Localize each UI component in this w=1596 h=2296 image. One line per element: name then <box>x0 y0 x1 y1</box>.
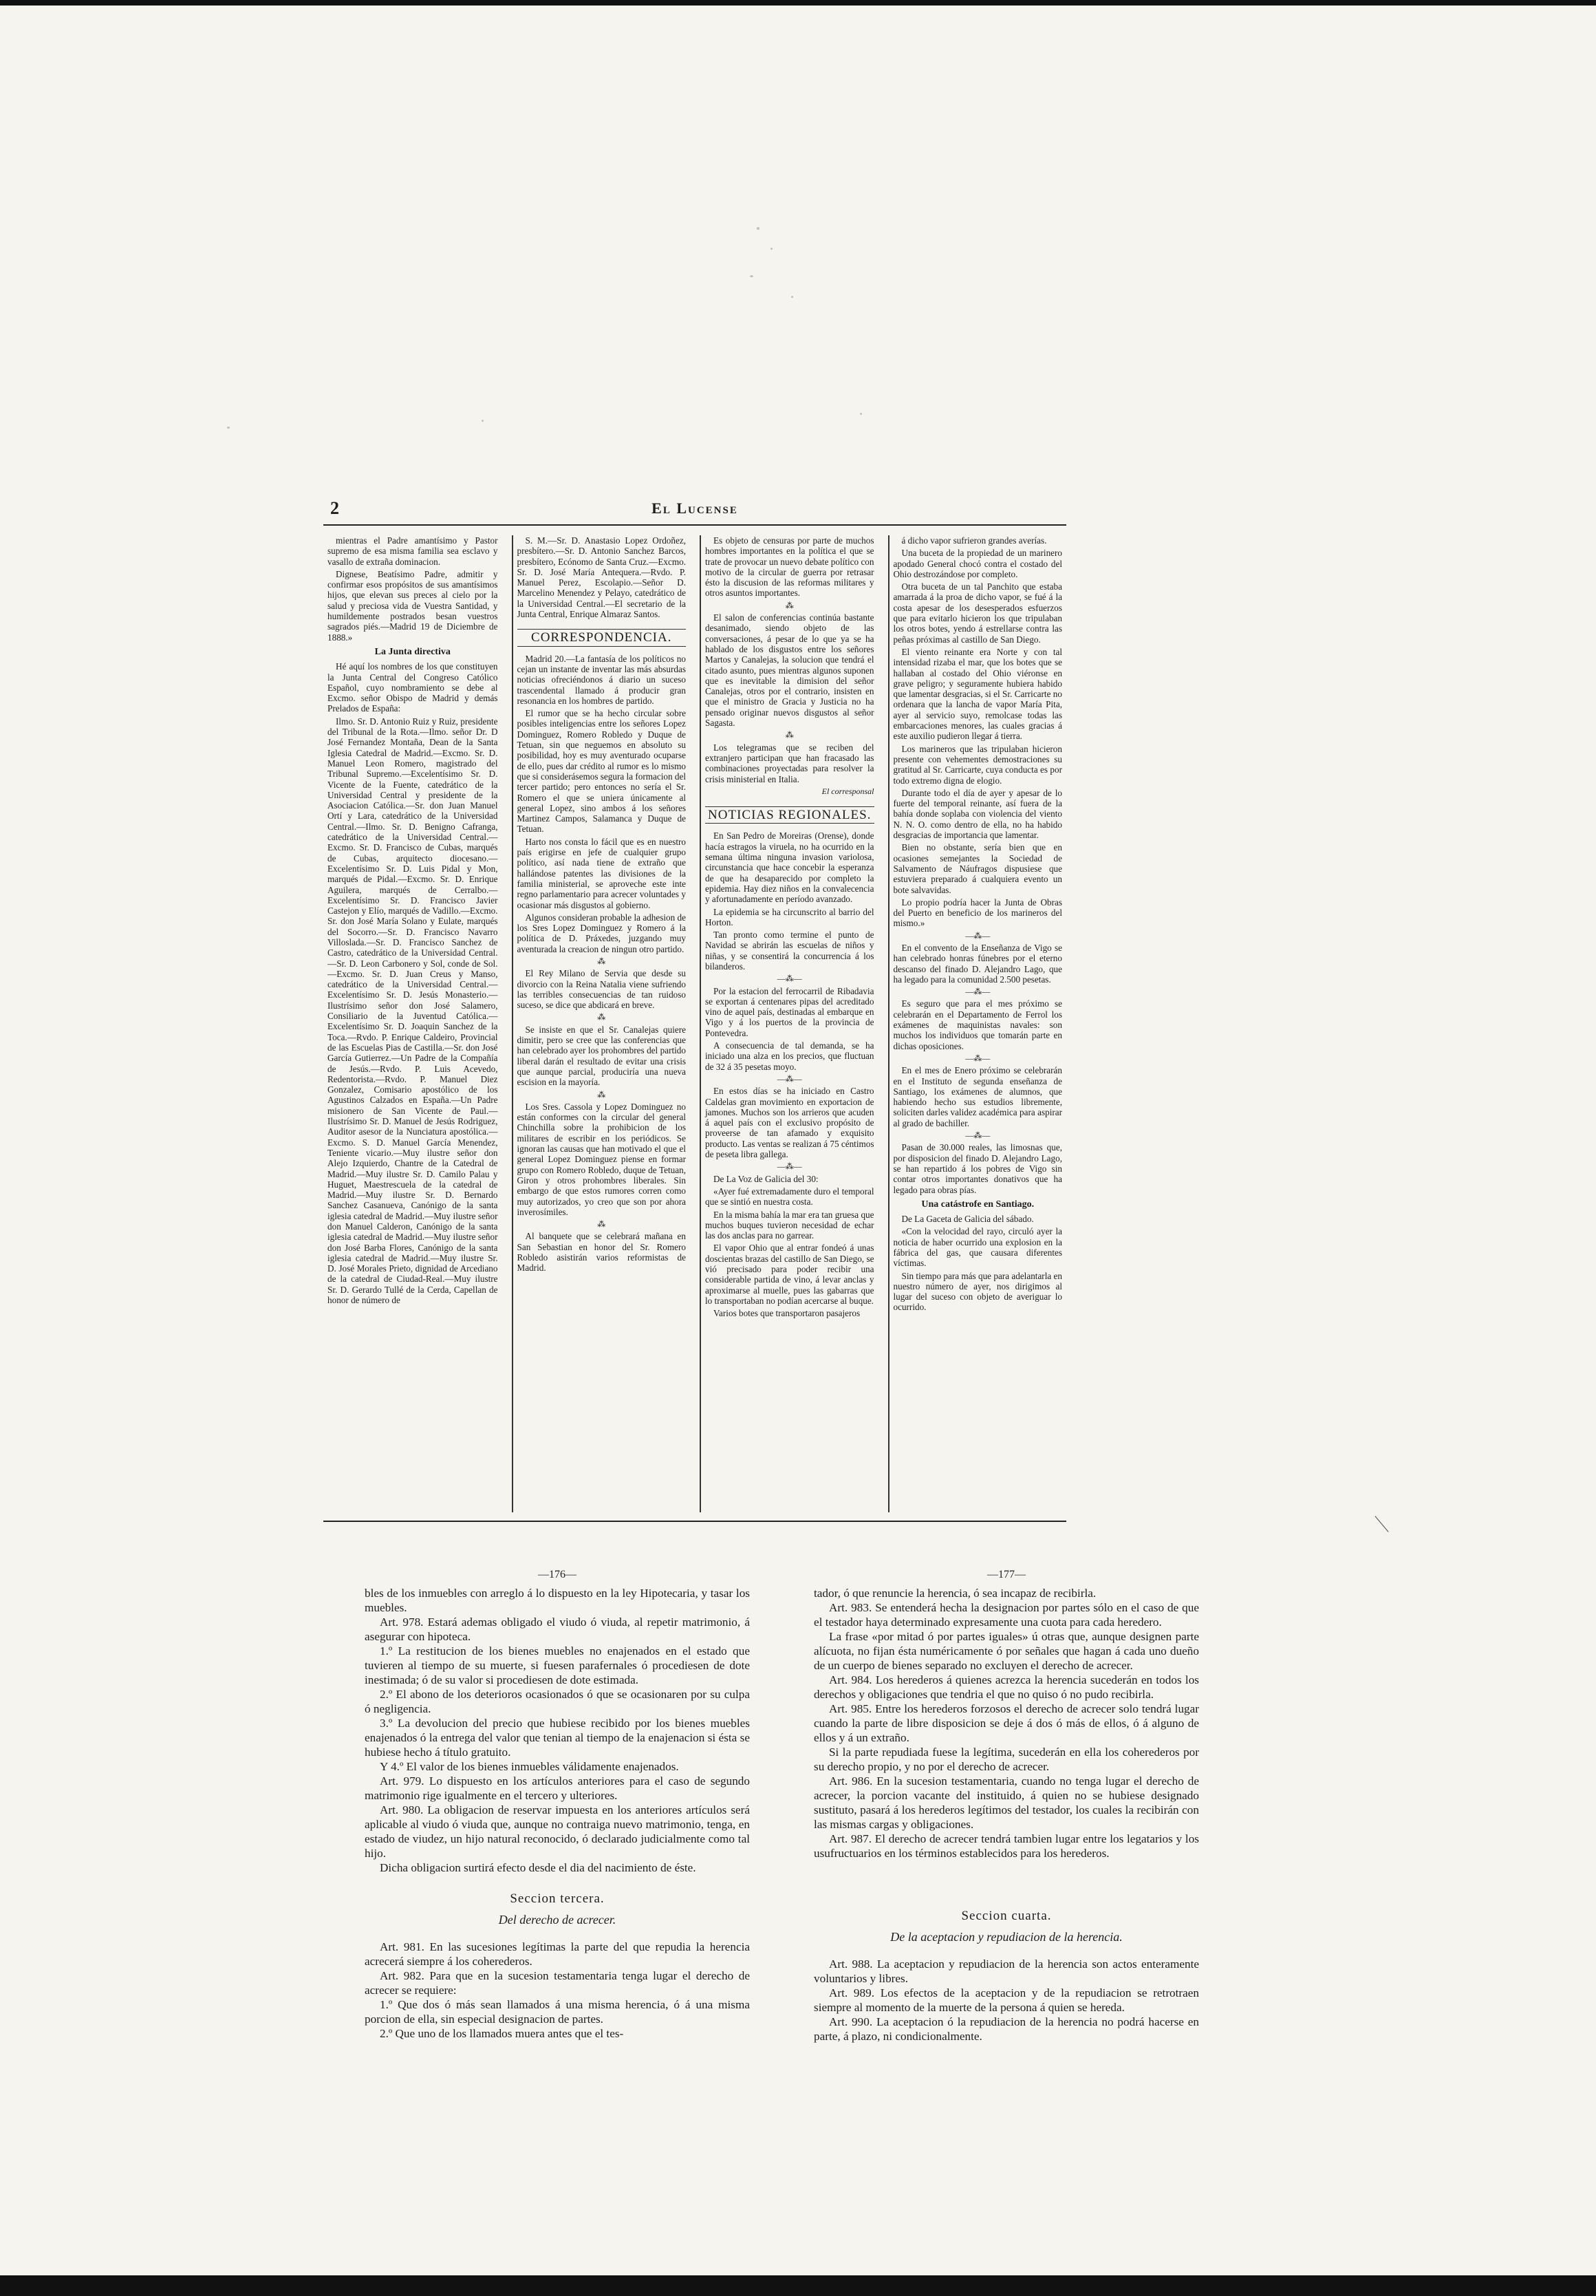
paragraph: Los telegramas que se reciben del extranjero participan que han fracasado las combinaciones proyectadas para resolver la crisis ministerial en Italia. <box>705 742 874 784</box>
section-heading: Una catástrofe en Santiago. <box>921 1199 1035 1210</box>
signature: El corresponsal <box>821 786 874 796</box>
section-title: Seccion cuarta. <box>961 1909 1052 1923</box>
paragraph: Es objeto de censuras por parte de muchos hombres importantes en la política el que se trate de provocar un nuevo debate político con motivo de la circular de guerra por retrasar ésto la discusion de las reformas militares y otros asuntos importantes. <box>705 535 874 599</box>
paragraph: Es seguro que para el mes próximo se celebrarán en el Departamento de Ferrol los exámenes de maquinistas navales: son muchos los individuos que tomarán parte en dichas oposiciones. <box>893 998 1062 1051</box>
article: Art. 985. Entre los herederos forzosos el derecho de acrecer solo tendrá lugar cuando la parte de libre disposicion se deje á dos ó más de ellos, ó á alguno de ellos y á un extraño. <box>814 1702 1199 1744</box>
article: Art. 979. Lo dispuesto en los artículos anteriores para el caso de segundo matrimonio rige igualmente en el tercero y ulteriores. <box>365 1774 750 1802</box>
section-title: Seccion tercera. <box>510 1891 605 1906</box>
paragraph: Pasan de 30.000 reales, las limosnas que, por disposicion del finado D. Alejandro Lago, se han repartido á los pobres de Vigo sin contar otros importantes donativos que ha legado para obras pías. <box>893 1142 1062 1195</box>
paragraph: Tan pronto como termine el punto de Navidad se abrirán las escuelas de niños y niñas, y se consentirá la concurrencia á los bilanderos. <box>705 930 874 972</box>
article-item: 2.º El abono de los deterioros ocasionados ó que se ocasionaren por su culpa ó negligencia. <box>365 1688 750 1715</box>
book-page-number: —176— <box>538 1569 576 1580</box>
separator-asterism: ⁂ <box>597 1219 606 1230</box>
scan-speck <box>757 227 759 230</box>
article: Art. 990. La aceptacion ó la repudiacion de la herencia no podrá hacerse en parte, á plazo, ni condicionalmente. <box>814 2015 1199 2043</box>
paragraph: En el convento de la Enseñanza de Vigo se han celebrado honras fúnebres por el eterno descanso del finado D. Alejandro Lago, que ha legado para la comunidad 2.500 pesetas. <box>893 942 1062 985</box>
paragraph: En estos días se ha iniciado en Castro Caldelas gran movimiento en exportacion de jamones. Muchos son los arrieros que acuden á aquel país con el exclusivo propósito de proveerse de tan afamado y exquisito producto. Las ventas se realizan á 75 céntimos de peseta libra gallega. <box>705 1086 874 1160</box>
paragraph: La frase «por mitad ó por partes iguales» ú otras que, aunque designen parte alícuota, no fijan ésta numéricamente ó por señales que hagan á cada uno dueño de un cuerpo de bienes separado no excluyen el derecho de acrecer. <box>814 1630 1199 1672</box>
newspaper-header <box>323 494 1066 526</box>
separator-asterism: —⁂— <box>965 1053 991 1063</box>
separator-asterism: —⁂— <box>777 1161 802 1172</box>
paragraph: bles de los inmuebles con arreglo á lo dispuesto en la ley Hipotecaria, y tasar los muebles. <box>365 1587 750 1614</box>
article: Art. 982. Para que en la sucesion testamentaria tenga lugar el derecho de acrecer se requiere: <box>365 1969 750 1997</box>
paragraph: Lo propio podría hacer la Junta de Obras del Puerto en beneficio de los marineros del mismo.» <box>893 897 1062 929</box>
section-subtitle: De la aceptacion y repudiacion de la herencia. <box>890 1930 1123 1944</box>
newspaper-page-number: 2 <box>330 498 339 518</box>
separator-asterism: —⁂— <box>965 987 991 997</box>
scan-speck <box>770 248 773 250</box>
paragraph: Harto nos consta lo fácil que es en nuestro país erigirse en jefe de cualquier grupo político, así nada tiene de extraño que hallándose patentes las divisiones de la familia ministerial, se aproveche este inte regno parlamentario para acrecer voluntades y ocasionar más disgustos al gobierno. <box>517 836 686 910</box>
paragraph: Al banquete que se celebrará mañana en San Sebastian en honor del Sr. Romero Robledo asistirán varios reformistas de Madrid. <box>517 1231 686 1274</box>
book-page-right <box>814 1567 1199 2043</box>
section-heading: La Junta directiva <box>374 646 451 657</box>
section-heading: CORRESPONDENCIA. <box>517 629 687 646</box>
article: Art. 978. Estará ademas obligado el viudo ó viuda, al repetir matrimonio, á asegurar con hipoteca. <box>365 1616 750 1643</box>
separator-asterism: ⁂ <box>597 1012 606 1022</box>
paragraph: El vapor Ohio que al entrar fondeó á unas doscientas brazas del castillo de San Diego, se vió precisado para poder recibir una considerable partida de vino, á levar anclas y aproximarse al muelle, pues las gabarras que lo transportaban no podían acercarse al buque. <box>705 1243 874 1306</box>
separator-asterism: ⁂ <box>785 730 794 740</box>
paragraph: Se insiste en que el Sr. Canalejas quiere dimitir, pero se cree que las conferencias que han celebrado ayer los prohombres del partido liberal darán el resultado de evitar una crisis que aunque parcial, produciría una nueva escision en la mayoría. <box>517 1024 686 1088</box>
paragraph: Si la parte repudiada fuese la legítima, sucederán en ella los coherederos por su derecho propio, y no por el derecho de acrecer. <box>814 1746 1199 1773</box>
paragraph: Sin tiempo para más que para adelantarla en nuestro número de ayer, nos dirigimos al lugar del suceso con objeto de averiguar lo ocurrido. <box>893 1270 1062 1313</box>
paragraph: En el mes de Enero próximo se celebrarán en el Instituto de segunda enseñanza de Santiago, los exámenes de alumnos, que habiendo hecho sus estudios libremente, soliciten darles validez académica para aspirar al grado de bachiller. <box>893 1065 1062 1128</box>
paragraph: Los marineros que las tripulaban hicieron presente con vehementes demostraciones su gratitud al Sr. Carricarte, cuya conducta es por todo extremo digna de elogio. <box>893 743 1062 786</box>
paragraph: En San Pedro de Moreiras (Orense), donde hacía estragos la viruela, no ha ocurrido en la semana última ninguna invasion variolosa, circunstancia que hace concebir la esperanza de que ha desaparecido por completo la epidemia. Hay diez niños en la convalecencia y afortunadamente en período avanzado. <box>705 830 874 905</box>
separator-asterism: —⁂— <box>965 1130 991 1141</box>
newspaper-column-1 <box>323 535 502 1512</box>
paragraph: El salon de conferencias continúa bastante desanimado, siendo objeto de las conversaciones, á pesar de lo que ya se ha hablado de los disgustos entre los señores Martos y Canalejas, la solucion que tendrá el citado asunto, pues mientras algunos suponen que es inevitable la dimision del señor Canalejas, otros por el contrario, insisten en que el ministro de Gracia y Justicia no ha pensado originar nuevos disgustos al señor Sagasta. <box>705 612 874 729</box>
article: Art. 983. Se entenderá hecha la designacion por partes sólo en el caso de que el testador haya determinado expresamente una cuota para cada heredero. <box>814 1601 1199 1629</box>
article: Art. 989. Los efectos de la aceptacion y de la repudiacion se retrotraen siempre al momento de la muerte de la persona á quien se hereda. <box>814 1986 1199 2014</box>
paragraph: El rumor que se ha hecho circular sobre posibles inteligencias entre los señores Lopez Dominguez, Romero Robledo y Duque de Tetuan, sin que neguemos en absoluto su posibilidad, hoy es muy aventurado ocuparse de ello, pues dar crédito al rumor es lo mismo que si considerásemos segura la formacion del tercer partido; pero entonces no sería el Sr. Romero el que se uniera únicamente al general Lopez, sino ambos á los señores Martinez Campos, Salamanca y Duque de Tetuan. <box>517 708 686 835</box>
paragraph: A consecuencia de tal demanda, se ha iniciado una alza en los precios, que fluctuan de 32 á 35 pesetas moyo. <box>705 1040 874 1072</box>
article-item: 1.º La restitucion de los bienes muebles no enajenados en el estado que tuvieren al tiempo de su muerte, si fuesen parafernales ó procediesen de dote inestimada; ó de su valor si procediesen de dote estimada. <box>365 1644 750 1686</box>
scan-speck <box>482 420 484 422</box>
paragraph: Varios botes que transportaron pasajeros <box>713 1308 861 1319</box>
separator-asterism: ⁂ <box>785 600 794 610</box>
scan-speck <box>750 275 753 277</box>
paragraph: Por la estacion del ferrocarril de Ribadavia se exportan á centenares pipas del acreditado vino de aquel país, destinadas al embarque en Vigo y á los puertos de la provincia de Pontevedra. <box>705 985 874 1038</box>
paragraph: El Rey Milano de Servia que desde su divorcio con la Reina Natalia viene sufriendo las terribles consecuencias de tan ruidoso suceso, se dice que abdicará en breve. <box>517 968 686 1011</box>
article: Art. 984. Los herederos á quienes acrezca la herencia sucederán en todos los derechos y obligaciones que tendria el que no quiso ó no pudo recibirla. <box>814 1673 1199 1701</box>
newspaper-column-4 <box>888 535 1067 1512</box>
paragraph: S. M.—Sr. D. Anastasio Lopez Ordoñez, presbítero.—Sr. D. Antonio Sanchez Barcos, presbítero, Ecónomo de Santa Cruz.—Excmo. Sr. D. José María Antequera.—Rvdo. P. Manuel Perez, Escolapio.—Señor D. Marcelino Menendez y Pelayo, catedrático de la Universidad Central.—El secretario de la Junta Central, Enrique Almaraz Santos. <box>517 535 686 620</box>
paragraph: El viento reinante era Norte y con tal intensidad rizaba el mar, que los botes que se hallaban al costado del Ohio viéronse en grave peligro; y seguramente hubiera habido que lamentar desgracias, si el Sr. Carricarte no ordenara que la lancha de vapor María Pita, ayer al servicio suyo, remolcase todas las embarcaciones menores, las cuales gracias á este auxilio pudieron llegar á tierra. <box>893 646 1062 742</box>
section-subtitle: Del derecho de acrecer. <box>498 1913 616 1927</box>
article: Art. 981. En las sucesiones legítimas la parte del que repudia la herencia acrecerá siempre á los coherederos. <box>365 1940 750 1968</box>
article-item: 1.º Que dos ó más sean llamados á una misma herencia, ó á una misma porcion de ella, sin especial designacion de partes. <box>365 1998 750 2026</box>
paragraph: Bien no obstante, sería bien que en ocasiones semejantes la Sociedad de Salvamento de Náufragos dispusiese que estuviera preparado á cualquiera evento un bote salvavidas. <box>893 842 1062 895</box>
paragraph: De La Gaceta de Galicia del sábado. <box>901 1214 1034 1225</box>
article: Art. 988. La aceptacion y repudiacion de la herencia son actos enteramente voluntarios y libres. <box>814 1957 1199 1985</box>
article: Art. 987. El derecho de acrecer tendrá tambien lugar entre los legatarios y los usufructuarios en los términos establecidos para los herederos. <box>814 1832 1199 1860</box>
separator-asterism: ⁂ <box>597 956 606 966</box>
newspaper-bottom-rule <box>323 1521 1066 1522</box>
book-page-left <box>365 1567 750 2041</box>
paragraph: Hé aquí los nombres de los que constituyen la Junta Central del Congreso Católico Español, cuyo nombramiento se debe al Excmo. señor Obispo de Madrid y demás Prelados de España: <box>327 661 498 714</box>
paragraph: «Ayer fué extremadamente duro el temporal que se sintió en nuestra costa. <box>705 1185 874 1208</box>
newspaper-masthead: El Lucense <box>651 500 738 517</box>
paragraph: Los Sres. Cassola y Lopez Dominguez no están conformes con la circular del general Chinchilla sobre la prohibicion de los militares de escribir en los periódicos. Se ignoran las causas que han motivado el que el general Lopez Dominguez piense en formar grupo con Romero Robledo, duque de Tetuan, Giron y otros prohombres liberales. Sin embargo de que estos rumores corren como muy autorizados, yo creo que son por ahora inverosímiles. <box>517 1101 686 1217</box>
article: Art. 986. En la sucesion testamentaria, cuando no tenga lugar el derecho de acrecer, la porcion vacante del instituido, á quien no se hubiese designado sustituto, pasará á los herederos legítimos del testador, los cuales la recibirán con las mismas cargas y obligaciones. <box>814 1774 1199 1831</box>
paragraph: Algunos consideran probable la adhesion de los Sres Lopez Dominguez y Romero á la política de D. Práxedes, juzgando muy aventurada la creacion de ningun otro partido. <box>517 912 686 954</box>
top-scan-edge <box>0 0 1596 6</box>
paragraph: tador, ó que renuncie la herencia, ó sea incapaz de recibirla. <box>814 1587 1097 1600</box>
paragraph: De La Voz de Galicia del 30: <box>713 1173 819 1184</box>
section-heading: NOTICIAS REGIONALES. <box>705 806 874 824</box>
paragraph: «Con la velocidad del rayo, circuló ayer la noticia de haber ocurrido una explosion en la fábrica del gas, que causara diferentes víctimas. <box>893 1226 1062 1269</box>
newspaper-column-3 <box>700 535 878 1512</box>
paragraph: á dicho vapor sufrieron grandes averías. <box>901 535 1047 546</box>
separator-asterism: ⁂ <box>597 1089 606 1099</box>
book-page-number: —177— <box>987 1569 1026 1580</box>
article-item: 2.º Que uno de los llamados muera antes que el tes- <box>380 2027 624 2040</box>
paragraph: mientras el Padre amantísimo y Pastor supremo de esa misma familia sea esclavo y vasallo de extraña dominacion. <box>327 535 498 567</box>
paragraph: La epidemia se ha circunscrito al barrio del Horton. <box>705 906 874 927</box>
article-item: Y 4.º El valor de los bienes inmuebles válidamente enajenados. <box>380 1760 679 1773</box>
separator-asterism: —⁂— <box>777 974 802 984</box>
scan-speck <box>791 296 793 298</box>
scan-speck <box>227 427 230 429</box>
paragraph: En la misma bahía la mar era tan gruesa que muchos buques tuvieron necesidad de echar las dos anclas para no garrear. <box>705 1209 874 1241</box>
paragraph: Dignese, Beatísimo Padre, admitir y confirmar esos propósitos de sus amantísimos hijos, que elevan sus preces al cielo por la salud y preciosa vida de Vuestra Santidad, y humildemente postrados besan vuestros sagrados piés.—Madrid 19 de Diciembre de 1888.» <box>327 568 498 643</box>
paragraph: Durante todo el día de ayer y apesar de lo fuerte del temporal reinante, así fuera de la bahía donde soplaba con violencia del viento N. N. O. como dentro de ella, no ha habido desgracias de importancia que lamentar. <box>893 787 1062 841</box>
paragraph: Una buceta de la propiedad de un marinero apodado General chocó contra el costado del Ohio destrozándose por completo. <box>893 548 1062 579</box>
separator-asterism: —⁂— <box>965 930 991 941</box>
article: Art. 980. La obligacion de reservar impuesta en los anteriores artículos será aplicable al viudo ó viuda que, aunque no contraiga nuevo matrimonio, tenga, en estado de viudez, un hijo natural reconocido, ó declarado judicialmente como tal hijo. <box>365 1803 750 1860</box>
scan-speck <box>860 413 862 415</box>
scan-mark <box>1374 1516 1388 1532</box>
article-item: 3.º La devolucion del precio que hubiese recibido por los bienes muebles enajenados ó la entrega del valor que tenian al tiempo de la enajenacion si ésta se hubiese hecho á título gratuito. <box>365 1717 750 1759</box>
bottom-scan-edge <box>0 2275 1596 2296</box>
newspaper-columns <box>323 535 1066 1512</box>
newspaper-page <box>323 494 1066 1512</box>
paragraph: Dicha obligacion surtirá efecto desde el dia del nacimiento de éste. <box>380 1861 696 1874</box>
separator-asterism: —⁂— <box>777 1073 802 1084</box>
paragraph: Ilmo. Sr. D. Antonio Ruiz y Ruiz, presidente del Tribunal de la Rota.—Ilmo. señor Dr. D José Fernandez Montaña, Dean de la Santa Iglesia Catedral de Madrid.—Excmo. Sr. D. Manuel Leon Romero, magistrado del Tribunal Supremo.—Excelentísimo Sr. D. Vicente de la Fuente, catedrático de la Universidad Central y presidente de la Asociacion Católica.—Sr. don Juan Manuel Ortí y Lara, catedrático de la Universidad Central.—Ilmo. Sr. D. Benigno Cafranga, catedrático de la Universidad Central.—Excmo. Sr. D. Francisco de Cubas, marqués de Cubas, arquitecto diocesano.—Excelentísimo Sr. D. Luis Pidal y Mon, marqués de Pidal.—Excmo. Sr. D. Enrique Aguilera, marqués de Cerralbo.—Excelentísimo Sr. D. Francisco Javier Castejon y Elío, marqués de Vadillo.—Excmo. Sr. don José María Solano y Eulate, marqués del Socorro.—Sr. D. Francisco Navarro Villoslada.—Sr. D. Francisco Sanchez de Castro, catedrático de la Universidad Central.—Sr. D. Leon Carbonero y Sol, conde de Sol.—Excmo. Sr. D. Juan Creus y Manso, catedrático de la Universidad Central.—Excelentísimo Sr. D. Jesús Monasterio.—Ilustrísimo señor don José Salamero, Consiliario de la Juventud Católica.—Excelentísimo Sr. D. Joaquin Sanchez de la Toca.—Rvdo. P. Enrique Caldeiro, Provincial de las Escuelas Pias de Castilla.—Sr. don José García Gutierrez.—Un Padre de la Compañía de Jesús.—Rvdo. P. Luis Acevedo, Redentorista.—Rvdo. P. Manuel Diez Gonzalez, Comisario apostólico de los Agustinos Calzados en España.—Un Padre misionero de San Vicente de Paul.—Ilustrísimo Sr. D. Manuel de Jesús Rodriguez, Auditor asesor de la Nunciatura apostólica.—Excmo. S. D. Manuel García Menendez, Teniente vicario.—Muy ilustre señor don Alejo Izquierdo, Chantre de la Catedral de Madrid.—Muy ilustre Sr. D. Camilo Palau y Huguet, Maestrescuela de la catedral de Madrid.—Muy ilustre Sr. D. Bernardo Sanchez Casanueva, Canónigo de la santa iglesia catedral de Madrid.—Muy ilustre señor don Manuel Calderon, Canónigo de la santa iglesia catedral de Madrid.—Muy ilustre señor don José Barba Flores, Canónigo de la santa iglesia catedral de Madrid.—Muy ilustre Sr. D. José Morales Prieto, dignidad de Arcediano de la catedral de Ciudad-Real.—Muy ilustre Sr. D. Gerardo Tullé de la Cerda, Capellan de honor de número de <box>327 716 498 1306</box>
paragraph: Otra buceta de un tal Panchito que estaba amarrada á la proa de dicho vapor, se fué á la costa apesar de los desesperados esfuerzos que para evitarlo hicieron los que tripulaban los otros botes, yendo á estrellarse contra las peñas próximas al castillo de San Diego. <box>893 581 1062 645</box>
paragraph: Madrid 20.—La fantasía de los políticos no cejan un instante de inventar las más absurdas noticias ofreciéndonos á diario un suceso trascendental llamado á producir gran resonancia en los hombres de partido. <box>517 653 686 706</box>
newspaper-column-2 <box>512 535 691 1512</box>
